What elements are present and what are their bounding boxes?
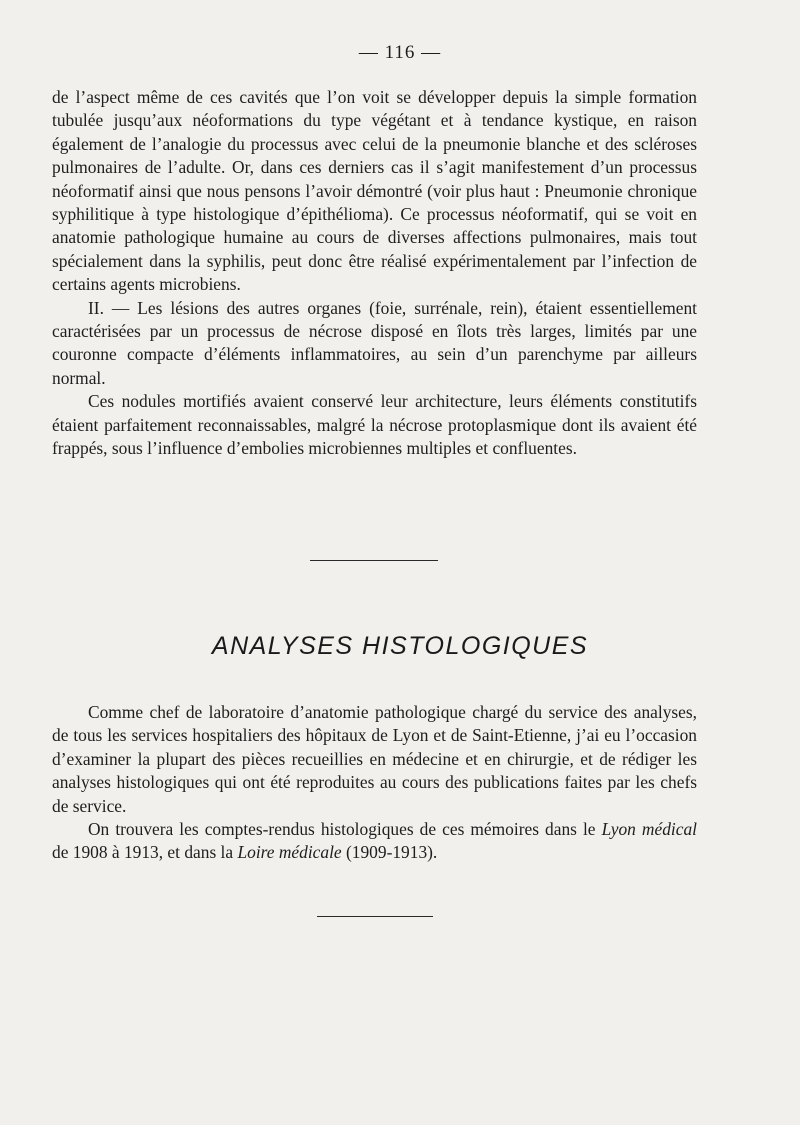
paragraph — [52, 818, 697, 865]
separator-rule — [317, 916, 433, 917]
analyses-section — [52, 701, 697, 865]
journal-title: Lyon médical — [601, 819, 697, 840]
section-heading: ANALYSES HISTOLOGIQUES — [211, 632, 589, 660]
journal-title: Loire médicale — [237, 842, 342, 863]
body-text-section — [52, 86, 697, 461]
page-number: — 116 — — [358, 42, 442, 63]
paragraph: de l’aspect même de ces cavités que l’on voit se développer depuis la simple formation tubulée jusqu’aux néoformations du type végétant et à tendance kystique, en raison également de l’analogie du processus avec celui de la pneumonie blanche et des scléroses pulmonaires de l’adulte. Or, dans ces derniers cas il s’agit manifestement d’un processus néoformatif ainsi que nous pensons l’avoir démontré (voir plus haut : Pneumonie chronique syphilitique à type histologique d’épithélioma). Ce processus néoformatif, qui se voit en anatomie pathologique humaine au cours de diverses affections pulmonaires, mais tout spécialement dans la syphilis, peut donc être réalisé expérimentalement par l’infection de certains agents microbiens. — [52, 87, 697, 295]
paragraph: Comme chef de laboratoire d’anatomie pathologique chargé du service des analyses, de tous les services hospitaliers des hôpitaux de Lyon et de Saint-Etienne, j’ai eu l’occasion d’examiner la plupart des pièces recueillies en médecine et en chirurgie, et de rédiger les analyses histologiques qui ont été reproduites au cours des publications faites par les chefs de service. — [52, 702, 697, 816]
text-run: (1909-1913). — [346, 842, 438, 863]
separator-rule — [310, 560, 438, 561]
text-run: de 1908 à 1913, et dans la — [52, 842, 234, 863]
text-run: On trouvera les comptes-rendus histologiques de ces mémoires dans le — [88, 819, 596, 840]
paragraph: Ces nodules mortifiés avaient conservé leur architecture, leurs éléments constitutifs étaient parfaitement reconnaissables, malgré la nécrose protoplasmique dont ils avaient été frappés, sous l’influence d’embolies microbiennes multiples et confluentes. — [52, 391, 697, 459]
paragraph: II. — Les lésions des autres organes (foie, surrénale, rein), étaient essentiellement caractérisées par un processus de nécrose disposé en îlots très larges, limités par une couronne compacte d’éléments inflammatoires, au sein d’un parenchyme par ailleurs normal. — [52, 297, 697, 388]
